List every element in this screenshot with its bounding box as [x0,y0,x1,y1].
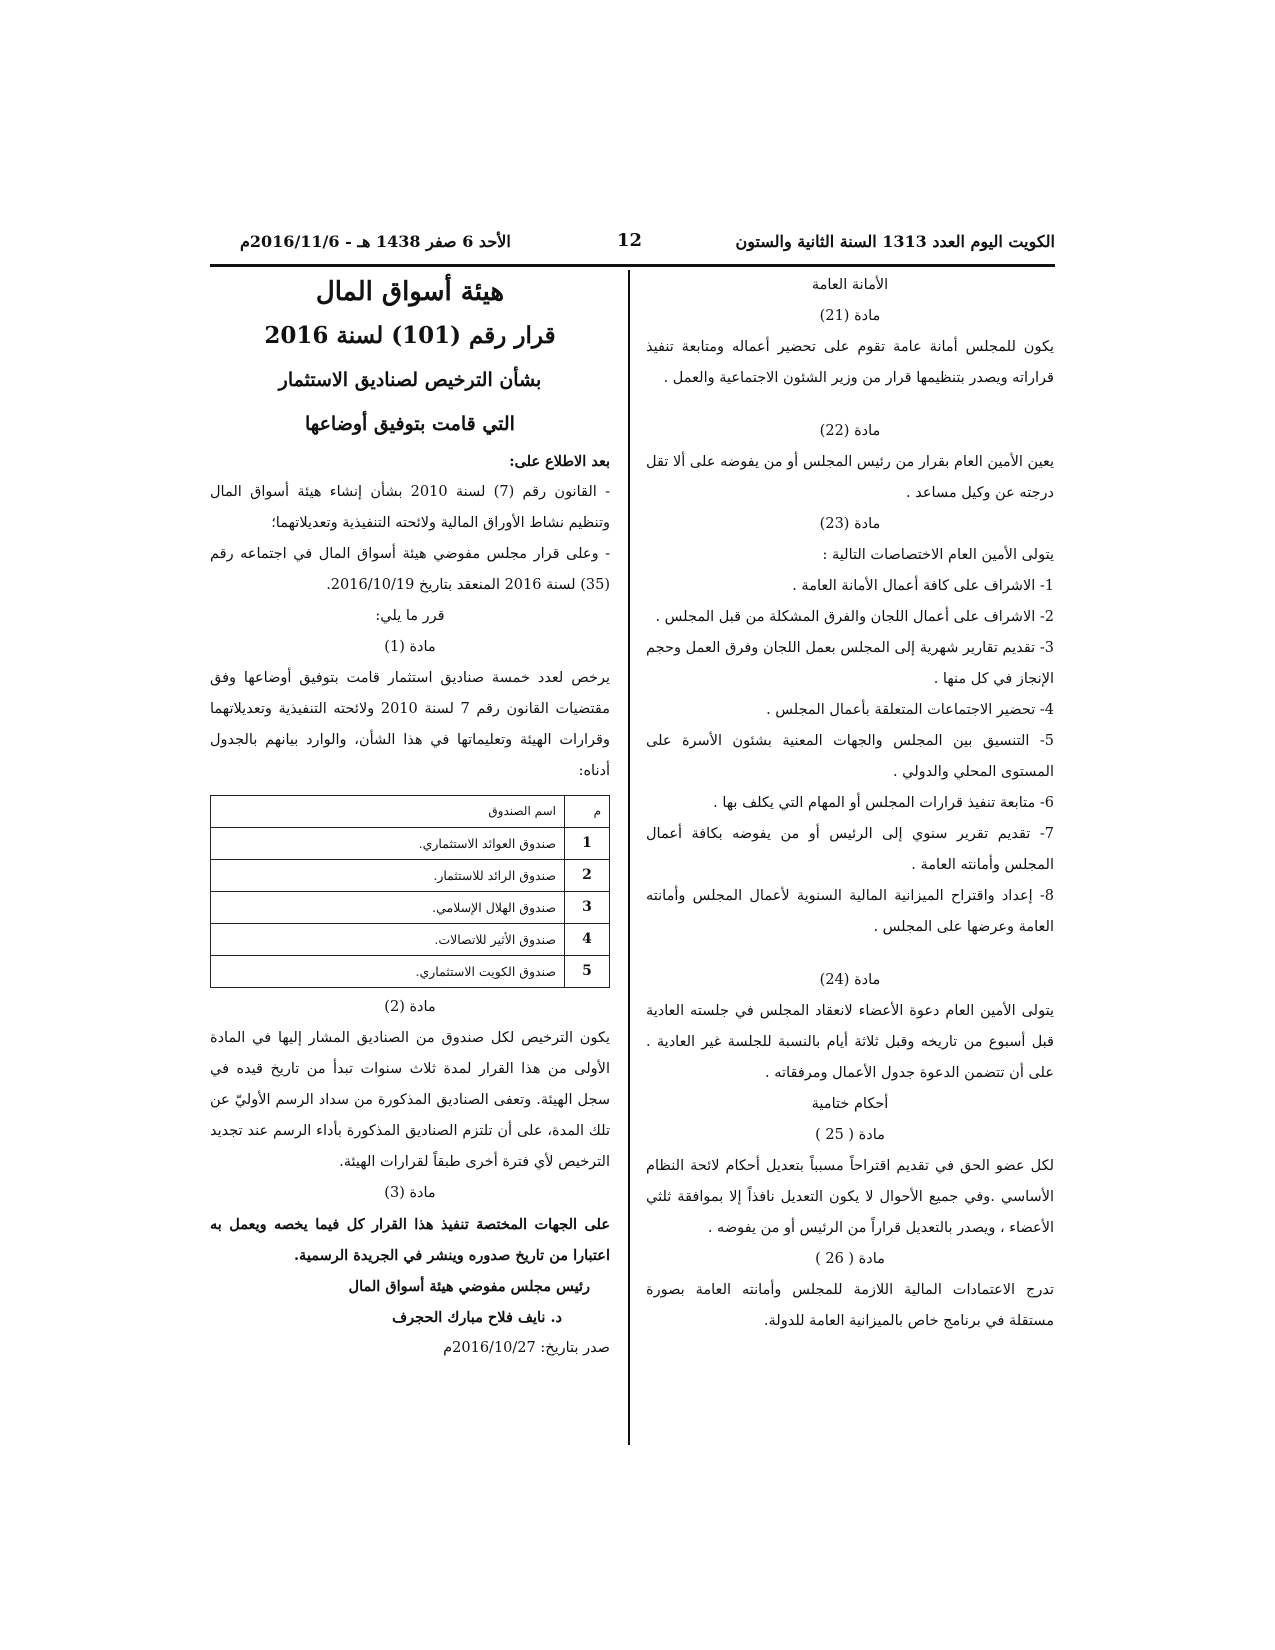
article-26-text: تدرج الاعتمادات المالية اللازمة للمجلس وأمانته العامة بصورة مستقلة في برنامج خاص بالميزانية العامة للدولة. [646,1282,1054,1329]
article-23-item: 1- الاشراف على كافة أعمال الأمانة العامة . [792,578,1054,594]
issue-date: صدر بتاريخ: 2016/10/27م [443,1340,610,1356]
decision-subject-1: بشأن الترخيص لصناديق الاستثمار [278,369,542,391]
authority-title: هيئة أسواق المال [315,277,505,307]
article-21-text: يكون للمجلس أمانة عامة تقوم على تحضير أعماله ومتابعة تنفيذ قراراته ويصدر بتنظيمها قرار من وزير الشئون الاجتماعية والعمل . [646,339,1054,386]
table-row [211,956,610,988]
article-1-text: يرخص لعدد خمسة صناديق استثمار قامت بتوفيق أوضاعها وفق مقتضيات القانون رقم 7 لسنة 2010 ولائحته التنفيذية وتعديلاتهما وقرارات الهيئة وتعليماتها في هذا الشأن، والوارد بيانهم بالجدول أدناه: [210,670,611,779]
article-23-item: 3- تقديم تقارير شهرية إلى المجلس بعمل اللجان وفرق العمل وحجم الإنجاز في كل منها . [646,640,1054,687]
final-provisions-title: أحكام ختامية [811,1096,889,1112]
table-row [211,828,610,860]
decision-title: قرار رقم (101) لسنة 2016 [264,322,556,349]
article-3-text: على الجهات المختصة تنفيذ هذا القرار كل فيما يخصه ويعمل به اعتبارا من تاريخ صدوره وينشر في الجريدة الرسمية. [210,1216,610,1264]
signature-name: د. نايف فلاح مبارك الحجرف [392,1309,562,1326]
article-23-item: 8- إعداد واقتراح الميزانية المالية السنوية لأعمال المجلس وأمانته العامة وعرضها على المجلس . [646,888,1054,935]
preamble-item: - القانون رقم (7) لسنة 2010 بشأن إنشاء هيئة أسواق المال وتنظيم نشاط الأوراق المالية ولائحته التنفيذية وتعديلاتهما؛ [210,484,610,531]
article-22-title: مادة (22) [819,423,881,439]
table-row [211,892,610,924]
column-header-name: اسم الصندوق [211,796,565,828]
fund-number: 3 [565,892,610,924]
fund-number: 5 [565,956,610,988]
right-column [646,270,1054,1337]
article-2-text: يكون الترخيص لكل صندوق من الصناديق المشار إليها في المادة الأولى من هذا القرار لمدة ثلاث سنوات تبدأ من تاريخ قيده في سجل الهيئة. وتعفى الصناديق المذكورة من سداد الرسم الأوليّ عن تلك المدة، على أن تلتزم الصناديق المذكورة بأداء الرسم عند تجديد الترخيص لأي فترة أخرى طبقاً لقرارات الهيئة. [210,1030,610,1170]
page-number: 12 [617,230,643,251]
fund-name: صندوق العوائد الاستثماري. [211,828,565,860]
fund-number: 2 [565,860,610,892]
article-24-title: مادة (24) [819,972,881,988]
article-23-intro: يتولى الأمين العام الاختصاصات التالية : [822,547,1054,563]
section-title: الأمانة العامة [811,277,889,293]
article-23-item: 4- تحضير الاجتماعات المتعلقة بأعمال المجلس . [766,702,1054,718]
fund-number: 4 [565,924,610,956]
article-23-item: 7- تقديم تقرير سنوي إلى الرئيس أو من يفوضه بكافة أعمال المجلس وأمانته العامة . [646,826,1054,873]
column-separator [628,270,630,1445]
article-21-title: مادة (21) [819,308,881,324]
preamble-intro: بعد الاطلاع على: [509,453,610,470]
article-23-item: 6- متابعة تنفيذ قرارات المجلس أو المهام التي يكلف بها . [713,795,1054,811]
table-row [211,924,610,956]
article-22-text: يعين الأمين العام بقرار من رئيس المجلس أو من يفوضه على ألا تقل درجته عن وكيل مساعد . [646,454,1054,501]
fund-number: 1 [565,828,610,860]
article-26-title: مادة ( 26 ) [815,1251,885,1267]
funds-table [210,795,610,988]
article-23-item: 2- الاشراف على أعمال اللجان والفرق المشكلة من قبل المجلس . [655,609,1054,625]
article-2-title: مادة (2) [384,999,436,1015]
article-1-title: مادة (1) [384,639,436,655]
article-23-title: مادة (23) [819,516,881,532]
fund-name: صندوق الرائد للاستثمار. [211,860,565,892]
decided-line: قرر ما يلي: [375,608,445,624]
table-row [211,860,610,892]
article-25-text: لكل عضو الحق في تقديم اقتراحاً مسبباً بتعديل أحكام لائحة النظام الأساسي .وفي جميع الأحوال لا يكون التعديل نافذاً إلا بموافقة ثلثي الأعضاء ، ويصدر بالتعديل قراراً من الرئيس أو من يفوضه . [646,1158,1054,1236]
header-date: الأحد 6 صفر 1438 هـ - 2016/11/6م [240,232,511,251]
fund-name: صندوق الكويت الاستثماري. [211,956,565,988]
article-24-text: يتولى الأمين العام دعوة الأعضاء لانعقاد المجلس في جلسته العادية قبل أسبوع من تاريخه وقبل ثلاثة أيام بالنسبة للجلسة غير العادية . على أن تتضمن الدعوة جدول الأعمال ومرفقاته . [646,1003,1054,1081]
article-23-item: 5- التنسيق بين المجلس والجهات المعنية بشئون الأسرة على المستوى المحلي والدولي . [646,733,1054,780]
article-3-title: مادة (3) [384,1185,436,1201]
decision-subject-2: التي قامت بتوفيق أوضاعها [305,413,515,435]
header-publication: الكويت اليوم العدد 1313 السنة الثانية والستون [735,232,1055,251]
column-header-number: م [565,796,610,828]
table-header-row [211,796,610,828]
header-rule [210,264,1055,267]
signature-title: رئيس مجلس مفوضي هيئة أسواق المال [348,1278,590,1295]
page-header [210,232,1055,260]
left-column [210,270,610,1364]
preamble-item: - وعلى قرار مجلس مفوضي هيئة أسواق المال في اجتماعه رقم (35) لسنة 2016 المنعقد بتاريخ 2016/10/19. [210,546,610,593]
fund-name: صندوق الأثير للاتصالات. [211,924,565,956]
fund-name: صندوق الهلال الإسلامي. [211,892,565,924]
article-25-title: مادة ( 25 ) [815,1127,885,1143]
